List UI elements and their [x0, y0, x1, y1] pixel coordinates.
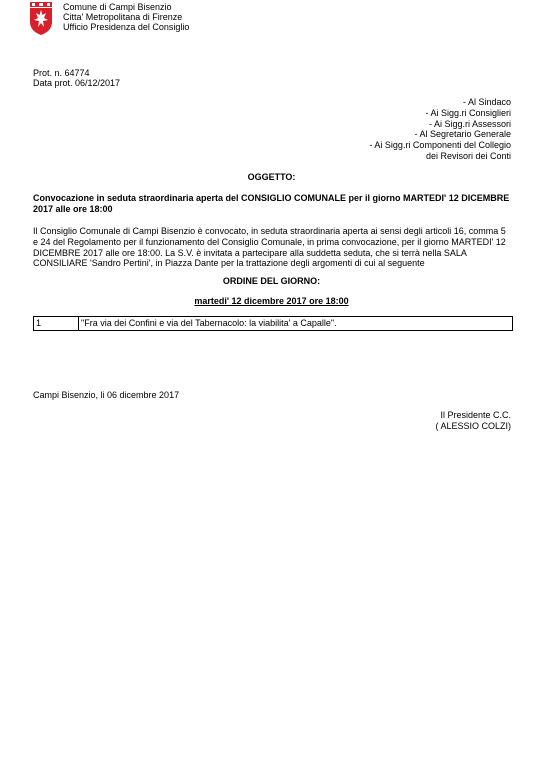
subject-text: Convocazione in seduta straordinaria aperta del CONSIGLIO COMUNALE per il giorno MARTEDI' 12 DICEMBRE 2017 alle ore 18:00: [33, 193, 510, 214]
agenda-item-text: "Fra via dei Confini e via del Tabernacolo: la viabilita' a Capalle".: [79, 317, 513, 331]
office-name: Ufficio Presidenza del Consiglio: [63, 22, 190, 32]
agenda-table: [33, 316, 513, 331]
agenda-title: ORDINE DEL GIORNO:: [222, 276, 321, 286]
coat-of-arms-logo: [29, 2, 53, 35]
subject-label: OGGETTO:: [247, 172, 296, 182]
signature-block: [435, 410, 511, 432]
place-and-date: Campi Bisenzio, li 06 dicembre 2017: [33, 390, 180, 400]
recipient: - Ai Sigg.ri Consiglieri: [425, 107, 511, 118]
recipient: - Al Sindaco: [462, 97, 511, 107]
recipient: - Al Segretario Generale: [414, 129, 511, 140]
protocol-number: Prot. n. 64774: [33, 68, 90, 78]
municipality-name: Comune di Campi Bisenzio: [63, 2, 172, 12]
protocol-date: Data prot. 06/12/2017: [33, 78, 121, 88]
recipient: - Ai Sigg.ri Assessori: [428, 118, 511, 129]
agenda-item-number: 1: [34, 317, 79, 331]
table-row: [34, 317, 513, 331]
signer-role: Il Presidente C.C.: [440, 410, 511, 420]
recipient: - Ai Sigg.ri Componenti del Collegio: [369, 140, 511, 151]
body-paragraph: Il Consiglio Comunale di Campi Bisenzio è convocato, in seduta straordinaria aperta ai sensi degli articoli 16, comma 5 e 24 del Regolamento per il funzionamento del Consiglio Comunale, in prima convocazione, per il giorno MARTEDI' 12 DICEMBRE 2017 alle ore 18:00. La S.V. è invitata a partecipare alla suddetta seduta, che si terrà nella SALA CONSILIARE 'Sandro Pertini', in Piazza Dante per la trattazione degli argomenti di cui al seguente: [33, 226, 506, 269]
office-header: [63, 2, 189, 32]
agenda-date: martedi' 12 dicembre 2017 ore 18:00: [194, 296, 349, 306]
signer-name: ( ALESSIO COLZI): [435, 421, 511, 431]
protocol-info: [33, 68, 120, 88]
metropolitan-city: Citta' Metropolitana di Firenze: [63, 12, 183, 22]
recipient: dei Revisori dei Conti: [425, 150, 511, 161]
recipients-list: [369, 97, 511, 162]
